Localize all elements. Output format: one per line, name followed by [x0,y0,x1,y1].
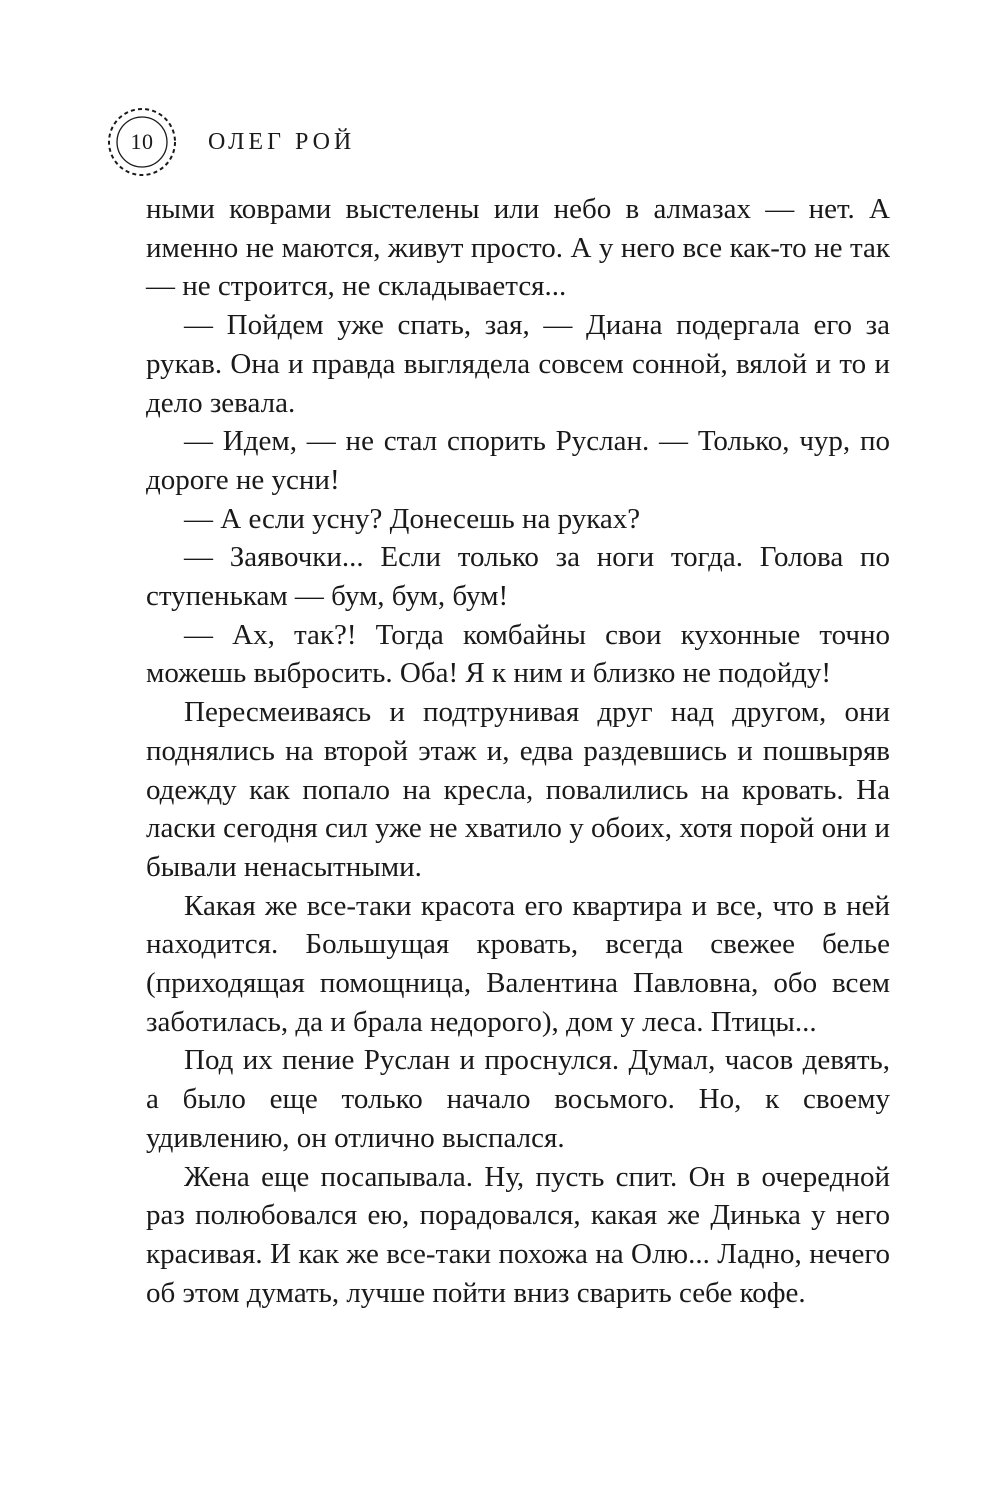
author-name: ОЛЕГ РОЙ [208,128,356,155]
body-text [146,190,890,1312]
page-number-badge [106,106,178,178]
paragraph: — Ах, так?! Тогда комбайны свои кухонные точно можешь выбросить. Оба! Я к ним и близко не подойду! [146,618,890,690]
page-number: 10 [130,129,154,154]
paragraph: — А если усну? Донесешь на руках? [184,502,641,535]
paragraph: ными коврами выстелены или небо в алмазах — нет. А именно не маются, живут просто. А у него все как-то не так — не строится, не складывается... [146,193,890,303]
paragraph: — Пойдем уже спать, зая, — Диана подергала его за рукав. Она и правда выглядела совсем сонной, вялой и то и дело зевала. [146,309,890,419]
running-header [106,104,355,180]
paragraph: Какая же все-таки красота его квартира и все, что в ней находится. Большущая кровать, всегда свежее белье (приходящая помощница, Валентина Павловна, обо всем заботилась, да и брала недорого), дом у леса. Птицы... [146,889,890,1038]
paragraph: Под их пение Руслан и проснулся. Думал, часов девять, а было еще только начало восьмого. Но, к своему удивлению, он отлично выспался. [146,1044,890,1154]
paragraph: — Идем, — не стал спорить Руслан. — Только, чур, по дороге не усни! [146,425,890,496]
paragraph: Жена еще посапывала. Ну, пусть спит. Он в очередной раз полюбовался ею, порадовался, какая же Динька у него красивая. И как же все-таки похожа на Олю... Ладно, нечего об этом думать, лучше пойти вниз сварить себе кофе. [146,1160,890,1309]
paragraph: — Заявочки... Если только за ноги тогда. Голова по ступенькам — бум, бум, бум! [146,541,890,613]
paragraph: Пересмеиваясь и подтрунивая друг над другом, они поднялись на второй этаж и, едва раздевшись и пошвыряв одежду как попало на кресла, повалились на кровать. На ласки сегодня сил уже не хватило у обоих, хотя порой они и бывали ненасытными. [146,696,890,883]
